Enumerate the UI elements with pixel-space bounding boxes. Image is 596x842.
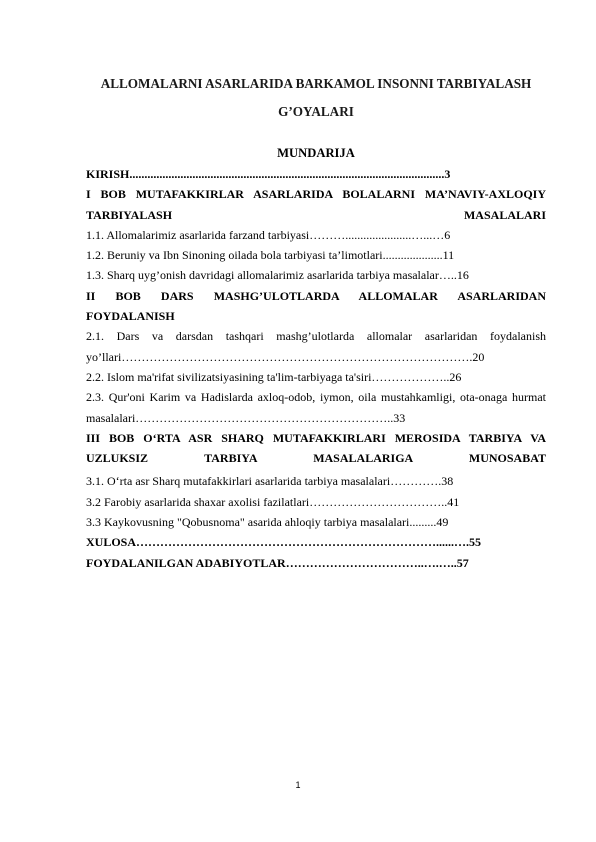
- toc-entry-1-2[interactable]: 1.2. Beruniy va Ibn Sinoning oilada bola tarbiyasi ta’limotlari....................11: [86, 248, 455, 263]
- page-number: 1: [295, 780, 301, 790]
- toc-entry-2-3[interactable]: 2.3. Qur'oni Karim va Hadislarda axloq-odob, iymon, oila mustahkamligi, ota-onaga hurmat masalalari………………………………………………………..33: [86, 390, 546, 425]
- toc-entry-references[interactable]: FOYDALANILGAN ADABIYOTLAR……………………………..….…..57: [86, 555, 469, 570]
- document-title: ALLOMALARNI ASARLARIDA BARKAMOL INSONNI TARBIYALASH G’OYALARI: [100, 76, 532, 119]
- toc-entry-3-3[interactable]: 3.3 Kaykovusning "Qobusnoma" asarida ahloqiy tarbiya masalalari.........49: [86, 515, 449, 530]
- toc-entry-introduction[interactable]: KIRISH.........................................................................................................3: [86, 167, 451, 181]
- toc-entry-2-1[interactable]: 2.1. Dars va darsdan tashqari mashg’ulotlarda allomalar asarlaridan foydalanish yo’llari…………………………………………………………………………….20: [86, 329, 546, 364]
- toc-entry-chapter-3[interactable]: III BOB O‘RTA ASR SHARQ MUTAFAKKIRLARI MEROSIDA TARBIYA VA UZLUKSIZ TARBIYA MASALALARIGA MUNOSABAT: [86, 430, 546, 466]
- toc-heading: MUNDARIJA: [277, 146, 355, 160]
- toc-entry-conclusion[interactable]: XULOSA…………………………………………………………………......….55: [86, 535, 482, 550]
- toc-entry-2-2[interactable]: 2.2. Islom ma'rifat sivilizatsiyasining ta'lim-tarbiyaga ta'siri………………..26: [86, 369, 462, 384]
- table-of-contents: [86, 164, 546, 573]
- toc-entry-1-3[interactable]: 1.3. Sharq uyg’onish davridagi allomalarimiz asarlarida tarbiya masalalar…..16: [86, 268, 469, 283]
- toc-entry-3-1[interactable]: 3.1. O‘rta asr Sharq mutafakkirlari asarlarida tarbiya masalalari………….38: [86, 474, 454, 489]
- toc-entry-chapter-1[interactable]: I BOB MUTAFAKKIRLAR ASARLARIDA BOLALARNI MA’NAVIY-AXLOQIY TARBIYALASH MASALALARI: [86, 187, 546, 222]
- toc-entry-3-2[interactable]: 3.2 Farobiy asarlarida shaxar axolisi fazilatlari……………………………..41: [86, 494, 460, 509]
- toc-entry-chapter-2[interactable]: II BOB DARS MASHG’ULOTLARDA ALLOMALAR ASARLARIDAN FOYDALANISH: [86, 288, 546, 324]
- toc-entry-1-1[interactable]: 1.1. Allomalarimiz asarlarida farzand tarbiyasi………......................…...…6: [86, 227, 451, 242]
